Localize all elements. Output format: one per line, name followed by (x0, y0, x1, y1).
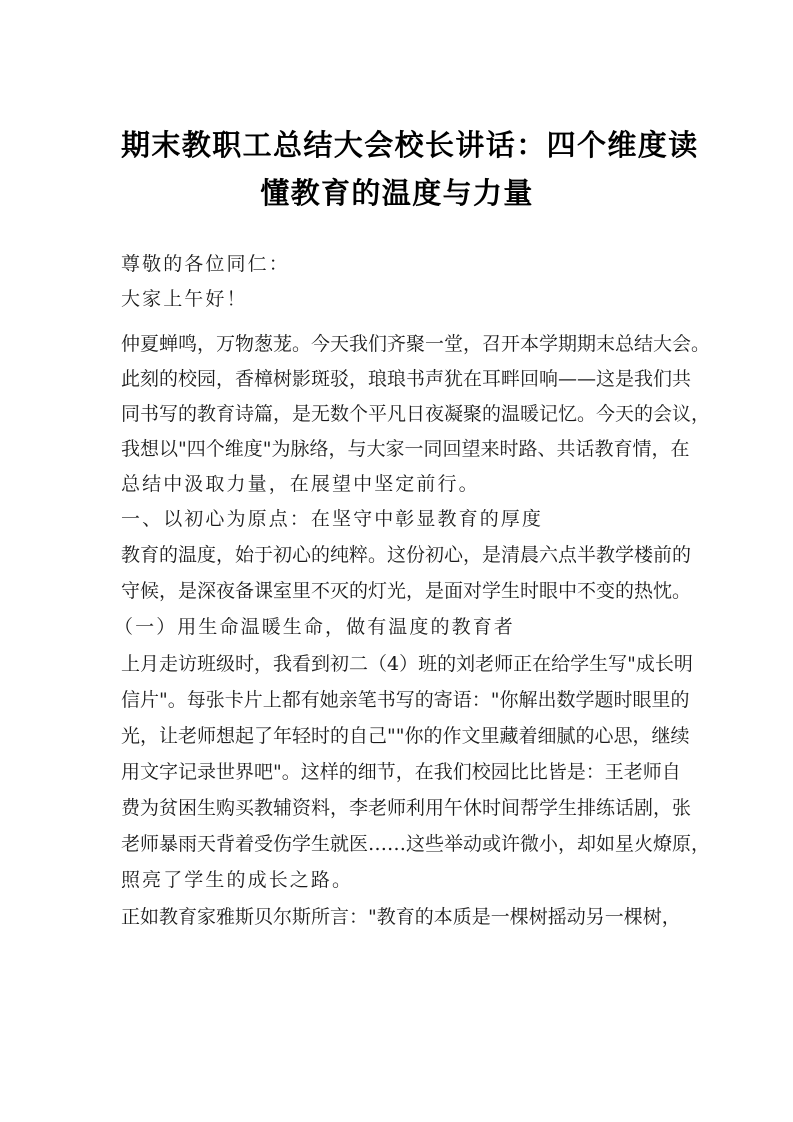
body-text-line: 大家上午好！ (121, 288, 248, 310)
body-text-line: （一）用生命温暖生命，做有温度的教育者 (114, 616, 515, 638)
body-text-line: 仲夏蝉鸣，万物葱茏。今天我们齐聚一堂，召开本学期期末总结大会。 (121, 333, 711, 355)
body-text-line: 信片"。每张卡片上都有她亲笔书写的寄语："你解出数学题时眼里的 (121, 689, 690, 711)
body-text-line: 用文字记录世界吧"。这样的细节，在我们校园比比皆是：王老师自 (121, 761, 681, 783)
body-text-line: 一、以初心为原点：在坚守中彰显教育的厚度 (121, 508, 544, 530)
body-text-line: 上月走访班级时，我看到初二（4）班的刘老师正在给学生写"成长明 (121, 653, 693, 675)
body-text-line: 光，让老师想起了年轻时的自己""你的作文里藏着细腻的心思，继续 (121, 725, 690, 747)
body-text-line: 费为贫困生购买教辅资料，李老师利用午休时间帮学生排练话剧，张 (121, 797, 692, 819)
document-title-line-2: 懂教育的温度与力量 (260, 176, 534, 210)
body-text-line: 守候，是深夜备课室里不灭的灯光，是面对学生时眼中不变的热忱。 (121, 580, 692, 602)
body-text-line: 正如教育家雅斯贝尔斯所言："教育的本质是一棵树摇动另一棵树， (121, 906, 681, 928)
document-title-line-1: 期末教职工总结大会校长讲话：四个维度读 (121, 128, 699, 162)
body-text-line: 尊敬的各位同仁： (121, 253, 290, 275)
body-text-line: 老师暴雨天背着受伤学生就医……这些举动或许微小，却如星火燎原， (121, 833, 711, 855)
body-text-line: 总结中汲取力量，在展望中坚定前行。 (121, 473, 480, 495)
body-text-line: 我想以"四个维度"为脉络，与大家一同回望来时路、共话教育情，在 (121, 438, 690, 460)
body-text-line: 教育的温度，始于初心的纯粹。这份初心，是清晨六点半教学楼前的 (121, 544, 692, 566)
body-text-line: 同书写的教育诗篇，是无数个平凡日夜凝聚的温暖记忆。今天的会议， (121, 403, 711, 425)
body-text-line: 此刻的校园，香樟树影斑驳，琅琅书声犹在耳畔回响——这是我们共 (121, 368, 692, 390)
body-text-line: 照亮了学生的成长之路。 (121, 869, 354, 891)
